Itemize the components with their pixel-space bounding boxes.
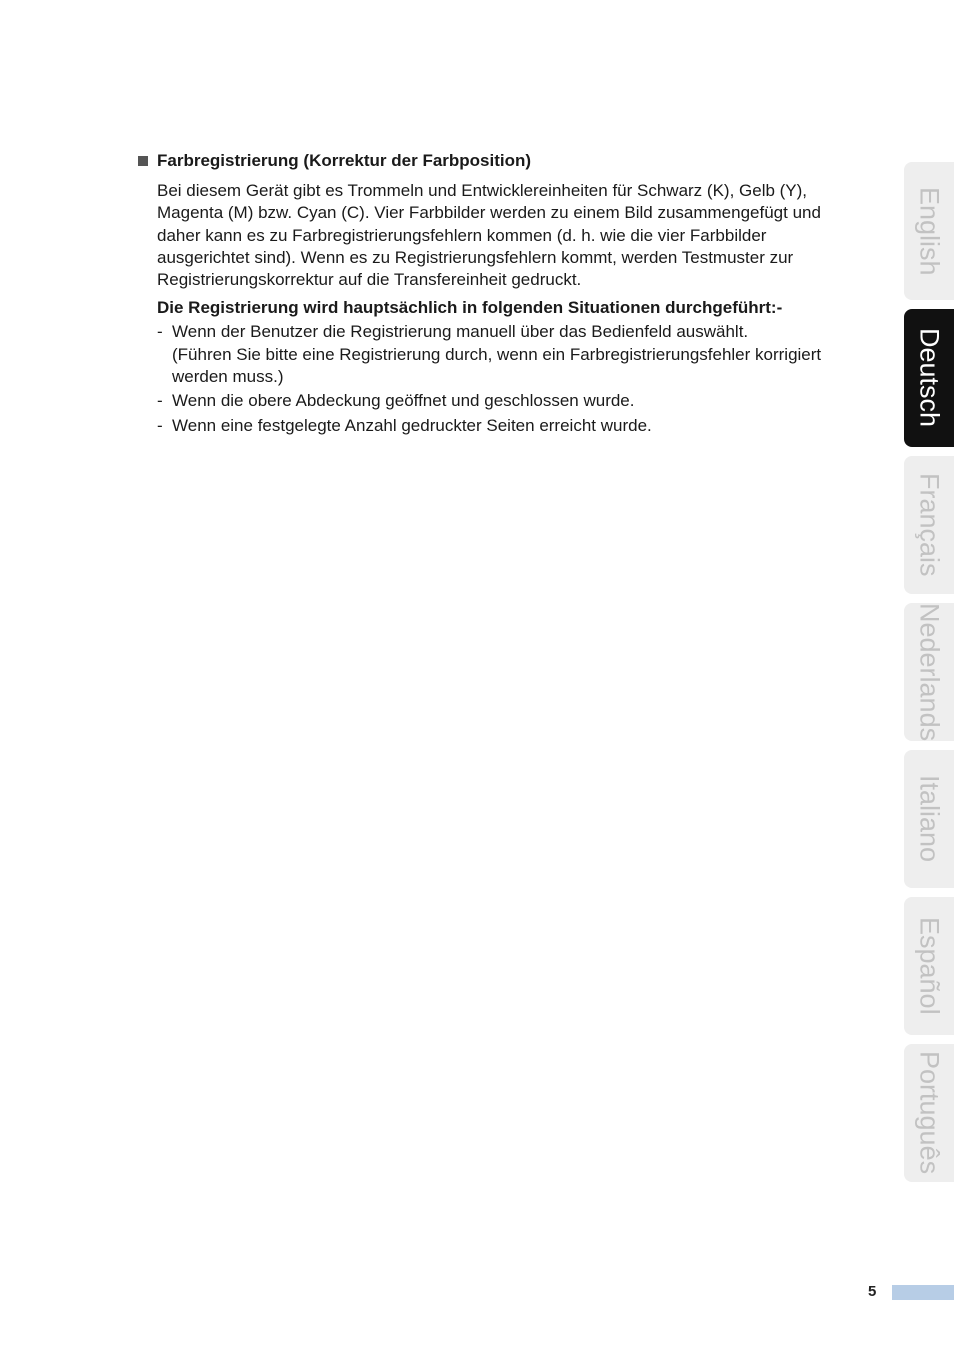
document-content xyxy=(138,150,888,439)
list-item-text xyxy=(172,415,888,437)
tab-label: Italiano xyxy=(914,775,945,863)
page-number-bar xyxy=(892,1285,954,1300)
tab-label: English xyxy=(914,186,945,276)
situations-subheading: Die Registrierung wird hauptsächlich in folgenden Situationen durchgeführt:- xyxy=(157,298,783,318)
list-item xyxy=(157,415,888,437)
tab-nederlands[interactable] xyxy=(904,603,954,741)
situations-list xyxy=(138,321,888,436)
paragraph-line: ausgerichtet sind). Wenn es zu Registrierungsfehlern kommt, werden Testmuster zur xyxy=(157,247,794,267)
body-paragraph xyxy=(157,180,888,291)
tab-deutsch[interactable] xyxy=(904,309,954,447)
list-item xyxy=(157,390,888,412)
dash-bullet: - xyxy=(157,391,163,411)
list-item-line: werden muss.) xyxy=(172,367,284,387)
tab-espanol[interactable] xyxy=(904,897,954,1035)
page-number: 5 xyxy=(868,1283,877,1300)
list-item-text xyxy=(172,321,888,388)
tab-label: Nederlands xyxy=(914,603,945,741)
list-item xyxy=(157,321,888,388)
tab-label: Português xyxy=(914,1051,945,1175)
list-item-line: Wenn die obere Abdeckung geöffnet und geschlossen wurde. xyxy=(172,391,635,411)
tab-english[interactable] xyxy=(904,162,954,300)
dash-bullet: - xyxy=(157,322,163,342)
tab-label: Español xyxy=(914,917,945,1015)
paragraph-line: Magenta (M) bzw. Cyan (C). Vier Farbbilder werden zu einem Bild zusammengefügt und xyxy=(157,203,821,223)
square-bullet-icon xyxy=(138,156,148,166)
paragraph-line: daher kann es zu Farbregistrierungsfehlern kommen (d. h. wie die vier Farbbilder xyxy=(157,225,767,245)
list-item-line: Wenn eine festgelegte Anzahl gedruckter Seiten erreicht wurde. xyxy=(172,415,652,435)
section-heading-text: Farbregistrierung (Korrektur der Farbposition) xyxy=(157,151,532,170)
dash-bullet: - xyxy=(157,415,163,435)
section-heading xyxy=(138,150,888,172)
tab-francais[interactable] xyxy=(904,456,954,594)
list-item-line: Wenn der Benutzer die Registrierung manuell über das Bedienfeld auswählt. xyxy=(172,322,749,342)
tab-italiano[interactable] xyxy=(904,750,954,888)
list-item-line: (Führen Sie bitte eine Registrierung durch, wenn ein Farbregistrierungsfehler korrigiert xyxy=(172,344,822,364)
tab-label: Deutsch xyxy=(914,328,945,428)
list-item-text xyxy=(172,390,888,412)
tab-portugues[interactable] xyxy=(904,1044,954,1182)
tab-label: Français xyxy=(914,473,945,577)
paragraph-line: Bei diesem Gerät gibt es Trommeln und Entwicklereinheiten für Schwarz (K), Gelb (Y), xyxy=(157,181,808,200)
paragraph-line: Registrierungskorrektur auf die Transfereinheit gedruckt. xyxy=(157,270,582,290)
